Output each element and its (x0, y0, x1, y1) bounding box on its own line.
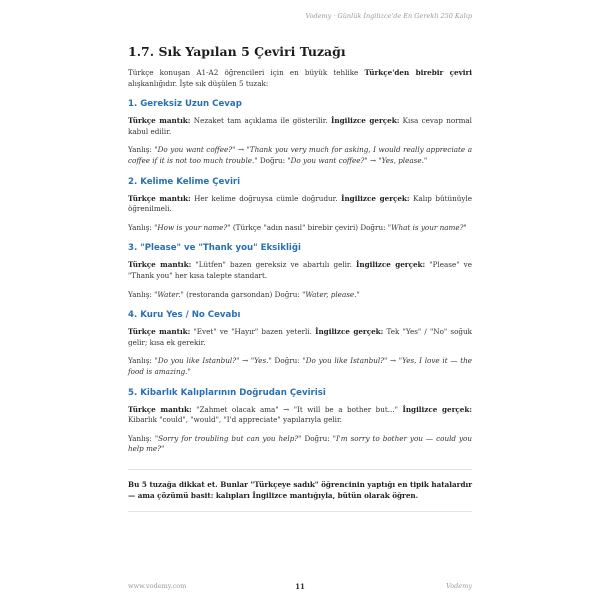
right-example: "I'm sorry to bother you — could you help me?" (128, 433, 472, 454)
right-example: "Do you like Istanbul?" → "Yes, I love it — the food is amazing." (128, 356, 473, 376)
logic-text: "Zahmet olacak ama" → "It will be a bother but..." (191, 404, 403, 414)
trap-section-5 (128, 388, 472, 455)
wrong-example: "Do you like Istanbul?" → "Yes." (154, 356, 272, 366)
summary-box (128, 469, 472, 513)
example-paragraph (128, 145, 472, 166)
wrong-label: Yanlış: (128, 145, 155, 155)
wrong-example: "How is your name?" (154, 222, 231, 232)
running-header: Vodemy · Günlük İngilizce'de En Gerekli 250 Kalıp (305, 12, 472, 20)
intro-emphasis: Türkçe'den birebir çeviri (364, 68, 473, 77)
logic-label: Türkçe mantık: (128, 193, 191, 203)
right-label: Doğru: (301, 433, 333, 443)
logic-paragraph (128, 327, 472, 348)
trap-section-3 (128, 243, 472, 300)
logic-paragraph (128, 116, 472, 137)
footer-brand: Vodemy (446, 582, 472, 590)
logic-label: Türkçe mantık: (128, 404, 192, 414)
logic-text: Nezaket tam açıklama ile gösterilir. (190, 116, 332, 126)
wrong-label: Yanlış: (128, 289, 155, 299)
summary-text: Bu 5 tuzağa dikkat et. Bunlar "Türkçeye sadık" öğrencinin yaptığı en tipik hatalardır — ama çözümü basit: kalıpları İngilizce mantığıyla, bütün olarak öğren. (128, 479, 472, 500)
example-paragraph (128, 223, 472, 234)
reality-label: İngilizce gerçek: (356, 260, 426, 270)
example-paragraph (128, 356, 472, 377)
wrong-example: "Water." (154, 289, 184, 299)
right-label: Doğru: (271, 356, 303, 366)
logic-label: Türkçe mantık: (128, 116, 191, 126)
right-label: Doğru: (272, 289, 303, 299)
wrong-example: "Do you want coffee?" → "Thank you very much for asking, I would really appreciate a coffee if it is not too much trouble." (128, 145, 472, 165)
logic-text: "Lütfen" bazen gereksiz ve abartılı gelir. (191, 260, 356, 270)
logic-paragraph (128, 194, 472, 215)
right-label: Doğru: (257, 155, 288, 165)
reality-label: İngilizce gerçek: (402, 404, 472, 414)
logic-paragraph (128, 260, 472, 281)
section-title: 4. Kuru Yes / No Cevabı (128, 310, 241, 321)
logic-label: Türkçe mantık: (128, 327, 191, 337)
chapter-title: 1.7. Sık Yapılan 5 Çeviri Tuzağı (128, 44, 346, 59)
wrong-label: Yanlış: (128, 433, 155, 443)
wrong-note: (restoranda garsondan) (183, 289, 273, 299)
wrong-label: Yanlış: (128, 356, 155, 366)
page-content (128, 44, 472, 512)
right-example: "Do you want coffee?" → "Yes, please." (287, 155, 428, 165)
wrong-label: Yanlış: (128, 222, 155, 232)
reality-label: İngilizce gerçek: (331, 116, 400, 126)
right-example: "Water, please." (302, 289, 360, 299)
footer-website: www.vodemy.com (128, 582, 187, 590)
intro-paragraph (128, 68, 472, 89)
reality-text: Kibarlık "could", "would", "I'd appreciate" yapılarıyla gelir. (128, 415, 342, 425)
intro-text-start: Türkçe konuşan A1-A2 öğrencileri için en büyük tehlike (128, 68, 365, 77)
example-paragraph (128, 290, 472, 301)
section-title: 1. Gereksiz Uzun Cevap (128, 99, 242, 110)
reality-text: Kısa cevap normal kabul edilir. (128, 116, 472, 136)
section-title: 3. "Please" ve "Thank you" Eksikliği (128, 243, 301, 254)
section-title: 2. Kelime Kelime Çeviri (128, 176, 241, 187)
intro-text-end: alışkanlığıdır. İşte sık düşülen 5 tuzak: (128, 78, 269, 88)
logic-text: "Evet" ve "Hayır" bazen yeterli. (190, 327, 316, 337)
reality-text: "Please" ve "Thank you" her kısa talepte standart. (128, 260, 472, 280)
reality-label: İngilizce gerçek: (341, 193, 410, 203)
trap-section-1 (128, 99, 472, 166)
wrong-note: (Türkçe "adın nasıl" birebir çeviri) (230, 222, 359, 232)
right-example: "What is your name?" (387, 222, 467, 232)
right-label: Doğru: (358, 222, 388, 232)
trap-section-4 (128, 310, 472, 377)
logic-label: Türkçe mantık: (128, 260, 192, 270)
logic-text: Her kelime doğruysa cümle doğrudur. (190, 193, 342, 203)
example-paragraph (128, 434, 472, 455)
logic-paragraph (128, 405, 472, 426)
page-number: 11 (295, 582, 305, 591)
trap-section-2 (128, 177, 472, 234)
reality-label: İngilizce gerçek: (315, 327, 384, 337)
page-footer (128, 582, 472, 592)
reality-text: Kalıp bütünüyle öğrenilmeli. (128, 193, 472, 214)
wrong-example: "Sorry for troubling but can you help?" (154, 433, 302, 443)
section-title: 5. Kibarlık Kalıplarının Doğrudan Çevirisi (128, 387, 326, 398)
reality-text: Tek "Yes" / "No" soğuk gelir; kısa ek gerekir. (128, 327, 472, 347)
